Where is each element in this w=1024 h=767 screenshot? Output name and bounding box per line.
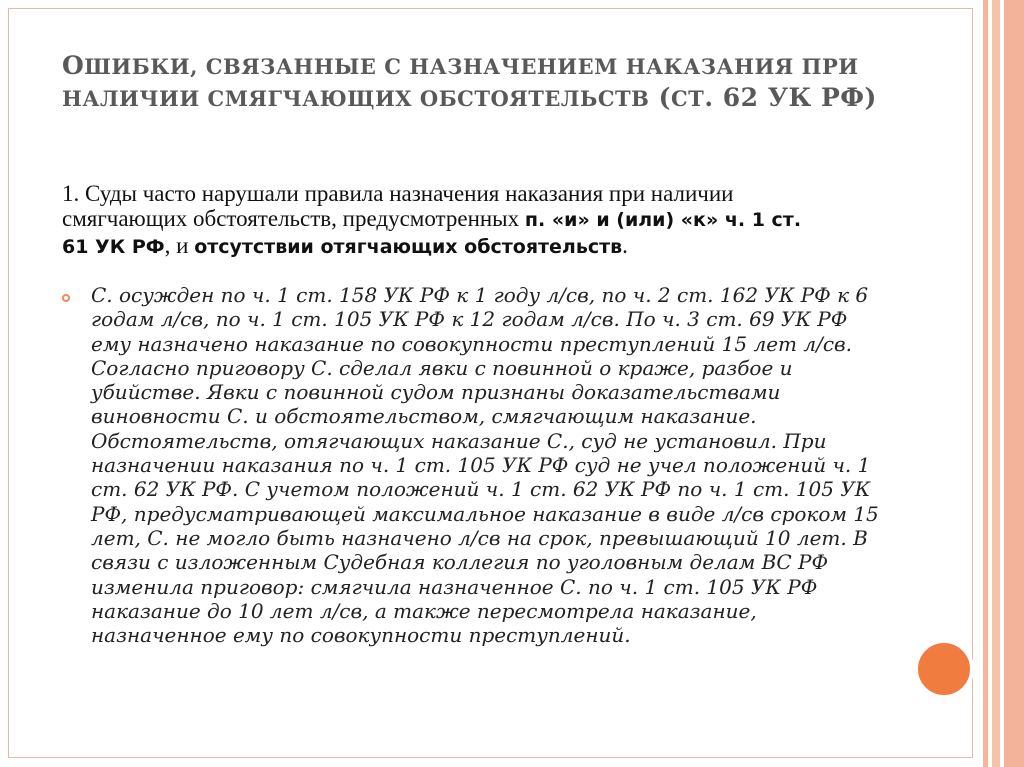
orange-circle-icon xyxy=(914,639,974,699)
intro-paragraph: 1. Суды часто нарушали правила назначения наказания при наличии смягчающих обстоятельств, предусмотренных п. «и» и (или) «к» ч. 1 ст. 61 УК РФ, и отсутствии отягчающих обстоятельств. xyxy=(62,181,802,258)
decorative-stripes xyxy=(980,0,1024,767)
article-reference: п. «и» и (или) «к» ч. 1 ст. 61 УК РФ xyxy=(62,209,802,258)
slide-title: ОШИБКИ, СВЯЗАННЫЕ С НАЗНАЧЕНИЕМ НАКАЗАНИЯ ПРИ НАЛИЧИИ СМЯГЧАЮЩИХ ОБСТОЯТЕЛЬСТВ (СТ. 62 УК РФ) xyxy=(62,51,877,112)
case-example-paragraph: С. осужден по ч. 1 ст. 158 УК РФ к 1 году л/св, по ч. 2 ст. 162 УК РФ к 6 годам л/св, по ч. 1 ст. 105 УК РФ к 12 годам л/св. По ч. 3 ст. 69 УК РФ ему назначено наказание по совокупности преступлений 15 лет л/св. Согласно приговору С. сделал явки с повинной о краже, разбое и убийстве. Явки с повинной судом признаны доказательствами виновности С. и обстоятельством, смягчающим наказание. Обстоятельств, отягчающих наказание С., суд не установил. При назначении наказания по ч. 1 ст. 105 УК РФ суд не учел положений ч. 1 ст. 62 УК РФ. С учетом положений ч. 1 ст. 62 УК РФ по ч. 1 ст. 105 УК РФ, предусматривающей максимальное наказание в виде л/св сроком 15 лет, С. не могло быть назначено л/св на срок, превышающий 10 лет. В связи с изложенным Судебная коллегия по уголовным делам ВС РФ изменила приговор: смягчила назначенное С. по ч. 1 ст. 105 УК РФ наказание до 10 лет л/св, а также пересмотрела наказание, назначенное ему по совокупности преступлений. xyxy=(91,283,879,648)
hollow-circle-bullet-icon xyxy=(62,294,70,302)
aggravating-absence: отсутствии отягчающих обстоятельств xyxy=(194,236,623,258)
